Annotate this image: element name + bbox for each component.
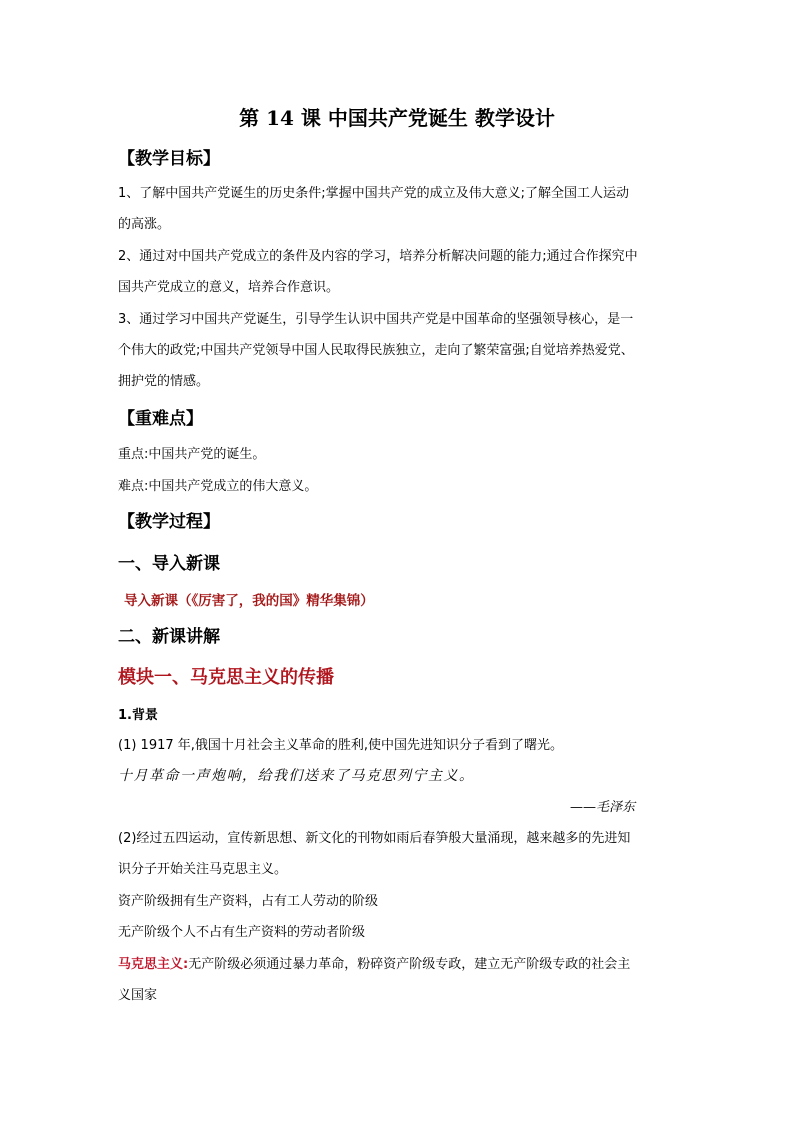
heading-key-difficult-points: 【重难点】 xyxy=(118,409,203,429)
marxism-text-1: 无产阶级必须通过暴力革命，粉碎资产阶级专政，建立无产阶级专政的社会主 xyxy=(188,957,631,972)
heading-teaching-process: 【教学过程】 xyxy=(118,512,220,532)
background-item-1: (1) 1917 年,俄国十月社会主义革命的胜利,使中国先进知识分子看到了曙光。 xyxy=(118,738,564,753)
proletariat-definition: 无产阶级个人不占有生产资料的劳动者阶级 xyxy=(118,925,366,940)
background-heading: 1.背景 xyxy=(118,708,158,723)
marxism-label: 马克思主义: xyxy=(118,957,189,972)
marxism-line-1 xyxy=(118,955,630,975)
mao-quote: 十月革命一声炮响，给我们送来了马克思列宁主义。 xyxy=(118,768,475,784)
intro-video-link[interactable]: 导入新课（《厉害了，我的国》精华集锦） xyxy=(124,593,374,609)
background-item-2-line-1: (2)经过五四运动，宣传新思想、新文化的刊物如雨后春笋般大量涌现，越来越多的先进知 xyxy=(118,831,631,846)
page-title: 第 14 课 中国共产党诞生 教学设计 xyxy=(239,106,555,130)
bourgeoisie-definition: 资产阶级拥有生产资料，占有工人劳动的阶级 xyxy=(118,894,379,909)
heading-teaching-objectives: 【教学目标】 xyxy=(118,149,220,169)
part-two-heading: 二、新课讲解 xyxy=(118,627,220,647)
objective-1-line-2: 的高涨。 xyxy=(118,217,171,232)
objective-3-line-1: 3、通过学习中国共产党诞生，引导学生认识中国共产党是中国革命的坚强领导核心，是一 xyxy=(118,312,634,327)
objective-2-line-1: 2、通过对中国共产党成立的条件及内容的学习，培养分析解决问题的能力;通过合作探究中 xyxy=(118,249,638,264)
difficult-point: 难点:中国共产党成立的伟大意义。 xyxy=(118,479,318,494)
part-one-heading: 一、导入新课 xyxy=(118,554,220,574)
objective-3-line-2: 个伟大的政党;中国共产党领导中国人民取得民族独立，走向了繁荣富强;自觉培养热爱党、 xyxy=(118,343,634,358)
objective-1-line-1: 1、了解中国共产党诞生的历史条件;掌握中国共产党的成立及伟大意义;了解全国工人运动 xyxy=(118,186,630,201)
quote-author: ——毛泽东 xyxy=(570,800,636,815)
objective-3-line-3: 拥护党的情感。 xyxy=(118,374,210,389)
module-one-heading: 模块一、马克思主义的传播 xyxy=(118,667,334,688)
key-point: 重点:中国共产党的诞生。 xyxy=(118,447,266,462)
marxism-line-2: 义国家 xyxy=(118,988,158,1003)
background-item-2-line-2: 识分子开始关注马克思主义。 xyxy=(118,862,288,877)
objective-2-line-2: 国共产党成立的意义，培养合作意识。 xyxy=(118,280,340,295)
